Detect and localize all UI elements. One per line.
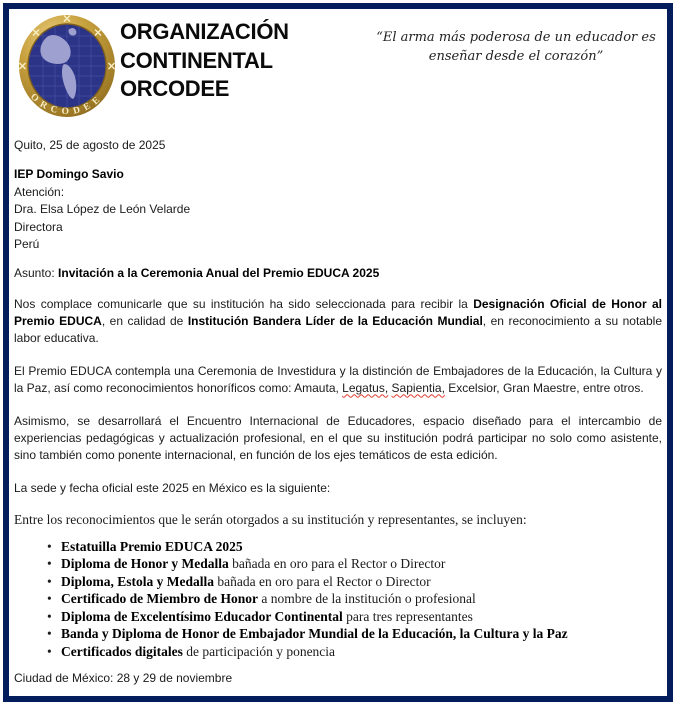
p1-run-4: Institución Bandera Líder de la Educación Mundial <box>187 313 483 328</box>
award-rest-text: bañada en oro para el Rector o Director <box>214 573 431 589</box>
award-bold-text: Banda y Diploma de Honor de Embajador Mundial de la Educación, la Cultura y la Paz <box>61 626 568 641</box>
letterhead <box>14 12 662 124</box>
award-rest-text: para tres representantes <box>342 608 473 624</box>
quote-line-1: “El arma más poderosa de un educador es <box>376 30 656 45</box>
awards-list <box>14 538 662 661</box>
p2-run-5: Excelsior, Gran Maestre, entre otros. <box>444 380 644 395</box>
recipient-role: Directora <box>14 219 63 234</box>
org-name-line-3: ORCODEE <box>120 76 230 101</box>
paragraph-ceremony <box>14 363 662 397</box>
award-bold-text: Diploma, Estola y Medalla <box>61 573 215 589</box>
p2-misspelled-word-1: Legatus, <box>342 380 389 395</box>
recipient-institution: IEP Domingo Savio <box>14 167 124 181</box>
recipient-block <box>14 166 662 254</box>
list-item <box>14 625 662 643</box>
p1-run-3: , en calidad de <box>101 313 188 328</box>
paragraph-reconocimientos: Entre los reconocimientos que le serán otorgados a su institución y representantes, se incluyen: <box>14 511 527 527</box>
p2-run-1: El Premio EDUCA contempla una Ceremonia de Investidura y la distinción de Embajadores de la Educación, la Cultura y la Paz, así como reconocimientos honoríficos como: Amauta, <box>14 363 662 395</box>
list-item <box>14 573 662 591</box>
venue-dates-line: Ciudad de México: 28 y 29 de noviembre <box>14 671 233 685</box>
award-bold-text: Diploma de Excelentísimo Educador Continental <box>61 608 343 624</box>
globe-emblem-icon <box>16 12 118 120</box>
header-quote <box>366 28 666 66</box>
p1-run-1: Nos complace comunicarle que su institución ha sido seleccionada para recibir la <box>14 296 474 311</box>
list-item <box>14 538 662 556</box>
logo-ring-text: ORCODEE <box>28 92 106 118</box>
award-bold-text: Certificados digitales <box>61 643 183 659</box>
paragraph-encuentro: Asimismo, se desarrollará el Encuentro Internacional de Educadores, espacio diseñado para el intercambio de experiencias pedagógicas y actualización profesional, en el que su institución podrá participar no solo como asistente, sino también como ponente internacional, en función de los ejes temáticos de esta edición. <box>14 413 662 462</box>
paragraph-sede: La sede y fecha oficial este 2025 en México es la siguiente: <box>14 480 331 495</box>
award-rest-text: bañada en oro para el Rector o Director <box>228 556 446 571</box>
award-rest-text: de participación y ponencia <box>182 643 336 659</box>
orcodee-logo <box>16 12 118 120</box>
p1-run-5: , en reconocimiento a su notable labor educativa. <box>14 313 662 345</box>
subject-line <box>14 266 662 280</box>
award-rest-text: a nombre de la institución o profesional <box>257 591 476 606</box>
award-bold-text: Estatuilla Premio EDUCA 2025 <box>61 538 243 554</box>
recipient-attention-label: Atención: <box>14 184 65 199</box>
org-name-line-2: CONTINENTAL <box>120 47 273 73</box>
org-name-line-1: ORGANIZACIÓN <box>120 19 289 44</box>
subject-label: Asunto: <box>14 265 59 280</box>
list-item <box>14 608 662 626</box>
paragraph-designation <box>14 296 662 347</box>
p2-misspelled-word-2: Sapientia, <box>391 380 445 395</box>
p1-run-2: Designación Oficial de Honor al Premio EDUCA <box>14 296 662 328</box>
dateline: Quito, 25 de agosto de 2025 <box>14 138 166 152</box>
list-item <box>14 555 662 573</box>
recipient-contact-name: Dra. Elsa López de León Velarde <box>14 202 191 216</box>
award-bold-text: Diploma de Honor y Medalla <box>61 556 229 571</box>
org-name <box>120 18 289 104</box>
recipient-country: Perú <box>14 237 40 251</box>
award-bold-text: Certificado de Miembro de Honor <box>61 591 258 606</box>
subject-title: Invitación a la Ceremonia Anual del Premio EDUCA 2025 <box>58 265 380 280</box>
quote-line-2: enseñar desde el corazón” <box>428 49 604 64</box>
list-item <box>14 643 662 661</box>
letter-content <box>14 12 662 685</box>
list-item <box>14 590 662 608</box>
